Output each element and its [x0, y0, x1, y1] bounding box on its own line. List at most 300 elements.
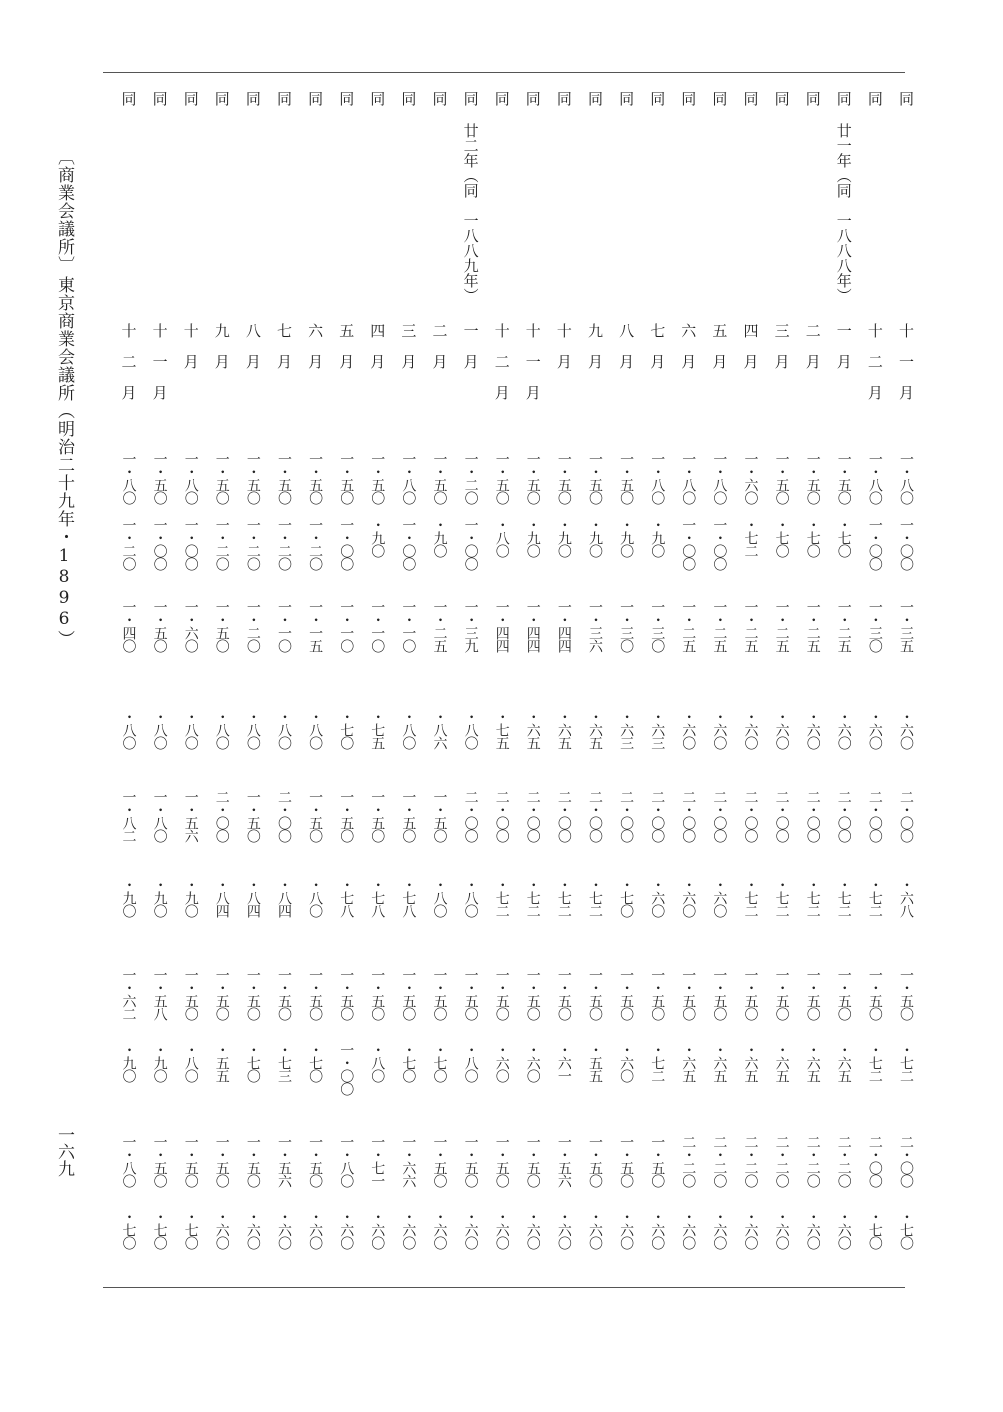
price-cell: 一・五〇 — [213, 1135, 230, 1187]
price-cell: 一・五〇 — [555, 452, 572, 504]
price-cell: 一・五〇 — [338, 968, 355, 1020]
table-column — [354, 0, 387, 1412]
price-cell: ・六五 — [587, 710, 603, 749]
price-cell: ・六〇 — [524, 1043, 541, 1082]
price-cell: ・八〇 — [462, 878, 479, 917]
price-cell: 一・五〇 — [587, 968, 603, 1020]
price-cell: 一・五〇 — [369, 790, 386, 842]
month-cell: 十一月 — [897, 323, 915, 416]
section-label: 〔商業会議所〕 — [54, 148, 74, 274]
price-cell: 一・八〇 — [182, 452, 199, 504]
price-cell: ・八〇 — [182, 710, 199, 749]
price-cell: 一・三〇 — [618, 600, 635, 652]
price-cell: 一・〇〇 — [711, 518, 728, 570]
price-cell: ・六三 — [618, 710, 635, 749]
price-cell: 一・五〇 — [338, 452, 355, 504]
table-column — [106, 0, 136, 1412]
price-cell: ・八〇 — [151, 710, 168, 749]
price-cell: 一・五〇 — [213, 452, 230, 504]
price-cell: 一・五〇 — [835, 452, 852, 504]
era-cell: 同 — [306, 91, 325, 106]
month-cell: 七月 — [648, 323, 667, 385]
price-cell: ・七〇 — [244, 1043, 261, 1082]
month-cell: 五月 — [337, 323, 356, 385]
price-cell: 一・二五 — [680, 600, 697, 652]
price-cell: 一・五〇 — [244, 968, 261, 1020]
price-cell: 二・〇〇 — [680, 790, 697, 842]
price-cell: 一・五〇 — [773, 968, 790, 1020]
era-cell: 同 — [150, 91, 169, 106]
price-cell: ・八〇 — [431, 878, 448, 917]
price-cell: ・六〇 — [711, 878, 728, 917]
price-cell: ・六〇 — [213, 1210, 230, 1249]
price-cell: 一・二五 — [711, 600, 728, 652]
month-cell: 五月 — [710, 323, 729, 385]
era-cell: 同 — [648, 91, 667, 106]
month-cell: 二月 — [430, 323, 449, 385]
price-cell: 一・八〇 — [151, 790, 168, 842]
price-cell: ・六〇 — [680, 878, 697, 917]
price-cell: 一・一〇 — [338, 600, 355, 652]
price-cell: 一・四四 — [493, 600, 510, 652]
price-cell: ・六〇 — [431, 1210, 448, 1249]
price-cell: ・八〇 — [276, 710, 292, 749]
price-cell: 一・五〇 — [524, 1135, 541, 1187]
price-cell: 一・〇〇 — [182, 518, 199, 570]
price-cell: 一・二五 — [773, 600, 790, 652]
document-label: 東京商業会議所（明治二十九年・1896） — [54, 276, 74, 648]
table-column — [634, 0, 667, 1412]
price-cell: 一・二〇 — [244, 518, 261, 570]
price-cell: 一・六六 — [400, 1135, 417, 1187]
price-cell: 一・二五 — [431, 600, 448, 652]
price-cell: 一・五〇 — [524, 968, 541, 1020]
price-cell: ・六八 — [898, 878, 914, 917]
price-cell: 一・五〇 — [151, 1135, 168, 1187]
price-cell: 一・五〇 — [244, 1135, 261, 1187]
era-cell: 同 — [368, 91, 387, 106]
price-cell: 一・五〇 — [680, 968, 697, 1020]
price-cell: 二・〇〇 — [711, 790, 728, 842]
price-cell: 一・〇〇 — [338, 1043, 355, 1095]
price-cell: ・七五 — [493, 710, 510, 749]
price-cell: ・七〇 — [338, 710, 355, 749]
price-cell: 一・五〇 — [462, 1135, 479, 1187]
price-cell: 二・二〇 — [711, 1135, 728, 1187]
price-cell: 二・〇〇 — [742, 790, 759, 842]
price-cell: ・八〇 — [120, 710, 137, 749]
price-cell: 二・〇〇 — [618, 790, 635, 842]
era-cell: 同 — [119, 91, 138, 106]
price-cell: ・九〇 — [369, 518, 386, 557]
price-cell: ・六五 — [555, 710, 572, 749]
price-cell: 一・四〇 — [120, 600, 137, 652]
price-cell: ・六五 — [804, 1043, 821, 1082]
price-cell: ・九〇 — [555, 518, 572, 557]
month-cell: 一月 — [461, 323, 480, 385]
month-cell: 十一月 — [150, 323, 169, 416]
price-cell: ・八〇 — [462, 710, 479, 749]
price-cell: ・七〇 — [431, 1043, 448, 1082]
price-cell: 一・五〇 — [182, 968, 199, 1020]
price-cell: ・六五 — [742, 1043, 759, 1082]
price-cell: ・六〇 — [307, 1210, 324, 1249]
month-cell: 六月 — [306, 323, 325, 385]
month-cell: 三月 — [772, 323, 791, 385]
price-cell: 一・五八 — [151, 968, 168, 1020]
price-cell: 一・五〇 — [804, 968, 821, 1020]
price-cell: 一・二五 — [742, 600, 759, 652]
price-cell: 一・五六 — [276, 1135, 292, 1187]
table-column — [261, 0, 291, 1412]
price-cell: ・六〇 — [369, 1210, 386, 1249]
price-cell: 一・八〇 — [120, 1135, 137, 1187]
price-cell: ・七〇 — [120, 1210, 137, 1249]
price-cell: 二・〇〇 — [276, 790, 292, 842]
price-cell: 一・八二 — [120, 790, 137, 842]
price-cell: 一・〇〇 — [151, 518, 168, 570]
price-cell: ・八四 — [244, 878, 261, 917]
price-cell: ・七二 — [773, 878, 790, 917]
price-cell: 一・五〇 — [431, 452, 448, 504]
price-cell: 一・五〇 — [276, 968, 292, 1020]
price-cell: ・六〇 — [555, 1210, 572, 1249]
month-cell: 一月 — [834, 323, 853, 385]
price-cell: 一・八〇 — [338, 1135, 355, 1187]
price-cell: 一・二〇 — [213, 518, 230, 570]
price-cell: 一・五〇 — [866, 968, 883, 1020]
price-cell: 二・〇〇 — [587, 790, 603, 842]
price-cell: ・六〇 — [400, 1210, 417, 1249]
price-cell: ・六〇 — [711, 710, 728, 749]
price-cell: ・七二 — [524, 878, 541, 917]
price-cell: 一・八〇 — [400, 452, 417, 504]
price-cell: ・六三 — [649, 710, 666, 749]
price-cell: 二・〇〇 — [555, 790, 572, 842]
price-cell: ・九〇 — [431, 518, 448, 557]
price-cell: 一・五〇 — [618, 1135, 635, 1187]
table-column — [728, 0, 758, 1412]
price-cell: ・七二 — [898, 1043, 914, 1082]
price-cell: 二・〇〇 — [866, 1135, 883, 1187]
price-cell: ・七二 — [742, 878, 759, 917]
month-cell: 十月 — [181, 323, 200, 385]
price-cell: ・六〇 — [244, 1210, 261, 1249]
table-column — [292, 0, 325, 1412]
price-cell: ・八四 — [213, 878, 230, 917]
price-cell: 一・五〇 — [587, 1135, 603, 1187]
price-cell: ・七八 — [338, 878, 355, 917]
price-cell: 一・五六 — [555, 1135, 572, 1187]
price-cell: ・六〇 — [804, 1210, 821, 1249]
price-cell: ・六〇 — [649, 1210, 666, 1249]
price-cell: 一・二〇 — [307, 518, 324, 570]
price-cell: ・六〇 — [711, 1210, 728, 1249]
price-cell: 二・〇〇 — [898, 1135, 914, 1187]
price-cell: ・八〇 — [213, 710, 230, 749]
price-cell: ・六〇 — [618, 1043, 635, 1082]
table-column — [510, 0, 540, 1412]
price-cell: 一・五六 — [182, 790, 199, 842]
table-column — [665, 0, 698, 1412]
table-column — [448, 0, 478, 1412]
price-cell: 一・二五 — [804, 600, 821, 652]
price-cell: 一・五〇 — [338, 790, 355, 842]
price-cell: 一・八〇 — [866, 452, 883, 504]
era-cell: 同 — [710, 91, 729, 106]
month-cell: 八月 — [243, 323, 262, 385]
price-cell: ・九〇 — [649, 518, 666, 557]
price-cell: ・七八 — [369, 878, 386, 917]
month-cell: 二月 — [803, 323, 822, 385]
month-cell: 四月 — [741, 323, 760, 385]
price-cell: 一・五〇 — [244, 452, 261, 504]
price-cell: ・六〇 — [773, 710, 790, 749]
price-cell: 二・二〇 — [835, 1135, 852, 1187]
price-cell: ・六〇 — [524, 1210, 541, 1249]
price-cell: 一・五〇 — [244, 790, 261, 842]
price-cell: 一・八〇 — [120, 452, 137, 504]
price-cell: 一・五〇 — [307, 790, 324, 842]
price-cell: ・六五 — [680, 1043, 697, 1082]
price-cell: 一・五〇 — [400, 790, 417, 842]
price-cell: 二・〇〇 — [213, 790, 230, 842]
price-cell: ・八四 — [276, 878, 292, 917]
price-cell: ・六〇 — [866, 710, 883, 749]
price-cell: ・五五 — [213, 1043, 230, 1082]
era-cell: 同 — [523, 91, 542, 106]
price-cell: ・七〇 — [898, 1210, 914, 1249]
price-cell: ・八〇 — [182, 1043, 199, 1082]
price-cell: ・六一 — [555, 1043, 572, 1082]
price-cell: 一・〇〇 — [462, 518, 479, 570]
price-cell: 一・五〇 — [711, 968, 728, 1020]
era-cell: 同 — [212, 91, 231, 106]
table-column — [883, 0, 913, 1412]
price-cell: ・六〇 — [680, 710, 697, 749]
price-cell: 二・二〇 — [680, 1135, 697, 1187]
table-column — [323, 0, 356, 1412]
price-cell: 一・五〇 — [587, 452, 603, 504]
era-cell: 同 — [834, 91, 853, 106]
price-cell: 一・五〇 — [369, 452, 386, 504]
price-cell: ・六〇 — [680, 1210, 697, 1249]
price-cell: ・六五 — [773, 1043, 790, 1082]
price-cell: ・七二 — [866, 1043, 883, 1082]
era-cell: 同 — [803, 91, 822, 106]
price-cell: ・六〇 — [742, 710, 759, 749]
price-cell: 一・一五 — [307, 600, 324, 652]
table-column — [541, 0, 571, 1412]
price-cell: 一・五〇 — [618, 452, 635, 504]
year-cell: 廿一年（同 一八八八年） — [834, 123, 853, 303]
price-cell: ・七二 — [493, 878, 510, 917]
price-cell: ・七〇 — [618, 878, 635, 917]
price-cell: 一・二〇 — [120, 518, 137, 570]
price-cell: 二・〇〇 — [898, 790, 914, 842]
price-cell: ・七八 — [400, 878, 417, 917]
price-cell: 一・八〇 — [711, 452, 728, 504]
price-cell: 一・一〇 — [369, 600, 386, 652]
table-column — [790, 0, 820, 1412]
month-cell: 十月 — [554, 323, 573, 385]
price-cell: ・六〇 — [493, 1043, 510, 1082]
price-cell: 一・一〇 — [276, 600, 292, 652]
year-cell: 廿二年（同 一八八九年） — [461, 123, 480, 303]
month-cell: 六月 — [679, 323, 698, 385]
price-cell: ・六〇 — [804, 710, 821, 749]
price-cell: ・七五 — [369, 710, 386, 749]
price-cell: 一・三九 — [462, 600, 479, 652]
table-column — [230, 0, 260, 1412]
era-cell: 同 — [617, 91, 636, 106]
table-column — [417, 0, 447, 1412]
price-cell: ・六〇 — [462, 1210, 479, 1249]
price-cell: ・九〇 — [587, 518, 603, 557]
table-column — [852, 0, 882, 1412]
era-cell: 同 — [586, 91, 604, 106]
price-cell: 二・〇〇 — [649, 790, 666, 842]
price-cell: ・九〇 — [120, 1043, 137, 1082]
month-cell: 七月 — [275, 323, 293, 385]
table-column — [385, 0, 418, 1412]
price-cell: 一・〇〇 — [400, 518, 417, 570]
price-cell: 一・〇〇 — [680, 518, 697, 570]
price-cell: ・八〇 — [369, 1043, 386, 1082]
era-cell: 同 — [399, 91, 418, 106]
price-cell: ・六〇 — [493, 1210, 510, 1249]
price-cell: ・九〇 — [120, 878, 137, 917]
era-cell: 同 — [181, 91, 200, 106]
price-cell: ・七二 — [649, 1043, 666, 1082]
price-cell: ・七三 — [276, 1043, 292, 1082]
price-cell: ・八〇 — [493, 518, 510, 557]
price-cell: 一・五〇 — [431, 968, 448, 1020]
price-cell: 一・五〇 — [431, 790, 448, 842]
price-cell: 二・二〇 — [773, 1135, 790, 1187]
price-cell: 一・五〇 — [649, 968, 666, 1020]
price-cell: ・六〇 — [587, 1210, 603, 1249]
price-cell: 一・五〇 — [493, 968, 510, 1020]
price-cell: ・七〇 — [151, 1210, 168, 1249]
page-number: 一六九 — [54, 1126, 74, 1177]
price-cell: 一・五〇 — [182, 1135, 199, 1187]
month-cell: 三月 — [399, 323, 418, 385]
price-cell: 二・〇〇 — [773, 790, 790, 842]
price-cell: 一・五〇 — [307, 1135, 324, 1187]
price-cell: 一・五〇 — [773, 452, 790, 504]
price-cell: 一・五〇 — [213, 600, 230, 652]
era-cell: 同 — [275, 91, 293, 106]
price-cell: 一・五〇 — [369, 968, 386, 1020]
price-cell: 一・二〇 — [462, 452, 479, 504]
price-cell: 一・二五 — [835, 600, 852, 652]
price-cell: 一・三六 — [587, 600, 603, 652]
month-cell: 九月 — [586, 323, 604, 385]
price-cell: 一・四四 — [524, 600, 541, 652]
price-cell: 一・七一 — [369, 1135, 386, 1187]
price-cell: ・八〇 — [307, 710, 324, 749]
price-cell: 一・二〇 — [276, 518, 292, 570]
price-cell: 一・〇〇 — [338, 518, 355, 570]
table-column — [168, 0, 198, 1412]
era-cell: 同 — [897, 91, 915, 106]
price-cell: 一・五〇 — [649, 1135, 666, 1187]
price-cell: 一・五〇 — [835, 968, 852, 1020]
price-cell: ・七二 — [866, 878, 883, 917]
price-cell: 一・五〇 — [151, 452, 168, 504]
era-cell: 同 — [337, 91, 356, 106]
price-cell: ・八〇 — [307, 878, 324, 917]
price-cell: ・六〇 — [773, 1210, 790, 1249]
table-column — [759, 0, 789, 1412]
price-cell: ・六〇 — [835, 710, 852, 749]
era-cell: 同 — [741, 91, 760, 106]
price-cell: 一・二〇 — [244, 600, 261, 652]
price-cell: 一・六〇 — [742, 452, 759, 504]
price-cell: ・七二 — [804, 878, 821, 917]
price-cell: 一・〇〇 — [866, 518, 883, 570]
price-cell: ・八〇 — [462, 1043, 479, 1082]
price-cell: 一・五〇 — [898, 968, 914, 1020]
month-cell: 四月 — [368, 323, 387, 385]
price-cell: ・七二 — [835, 878, 852, 917]
price-cell: 二・〇〇 — [835, 790, 852, 842]
price-cell: ・九〇 — [524, 518, 541, 557]
price-cell: ・八〇 — [244, 710, 261, 749]
price-cell: ・六〇 — [898, 710, 914, 749]
month-cell: 十二月 — [865, 323, 884, 416]
price-cell: 一・五〇 — [307, 452, 324, 504]
table-column — [696, 0, 729, 1412]
price-cell: 一・五〇 — [618, 968, 635, 1020]
price-cell: 二・二〇 — [742, 1135, 759, 1187]
price-cell: 一・八〇 — [649, 452, 666, 504]
month-cell: 八月 — [617, 323, 636, 385]
price-cell: 一・五〇 — [462, 968, 479, 1020]
price-cell: ・九〇 — [182, 878, 199, 917]
era-cell: 同 — [554, 91, 573, 106]
price-cell: ・七〇 — [866, 1210, 883, 1249]
month-cell: 十一月 — [523, 323, 542, 416]
month-cell: 十二月 — [492, 323, 511, 416]
price-cell: ・九〇 — [151, 1043, 168, 1082]
month-cell: 九月 — [212, 323, 231, 385]
price-cell: ・七〇 — [835, 518, 852, 557]
price-cell: ・七〇 — [307, 1043, 324, 1082]
price-cell: ・六〇 — [742, 1210, 759, 1249]
era-cell: 同 — [461, 91, 480, 106]
price-cell: 一・五〇 — [493, 1135, 510, 1187]
price-cell: ・七〇 — [400, 1043, 417, 1082]
price-cell: ・六〇 — [338, 1210, 355, 1249]
price-cell: ・六五 — [524, 710, 541, 749]
price-cell: 一・〇〇 — [898, 518, 914, 570]
era-cell: 同 — [865, 91, 884, 106]
price-cell: ・七二 — [742, 518, 759, 557]
price-cell: ・七〇 — [804, 518, 821, 557]
table-column — [137, 0, 167, 1412]
price-cell: 一・五〇 — [307, 968, 324, 1020]
price-cell: ・六〇 — [276, 1210, 292, 1249]
price-cell: 一・五〇 — [151, 600, 168, 652]
price-cell: ・九〇 — [618, 518, 635, 557]
table-column — [199, 0, 229, 1412]
table-column — [821, 0, 851, 1412]
price-cell: 二・〇〇 — [804, 790, 821, 842]
price-cell: 一・八〇 — [680, 452, 697, 504]
price-cell: ・七〇 — [182, 1210, 199, 1249]
